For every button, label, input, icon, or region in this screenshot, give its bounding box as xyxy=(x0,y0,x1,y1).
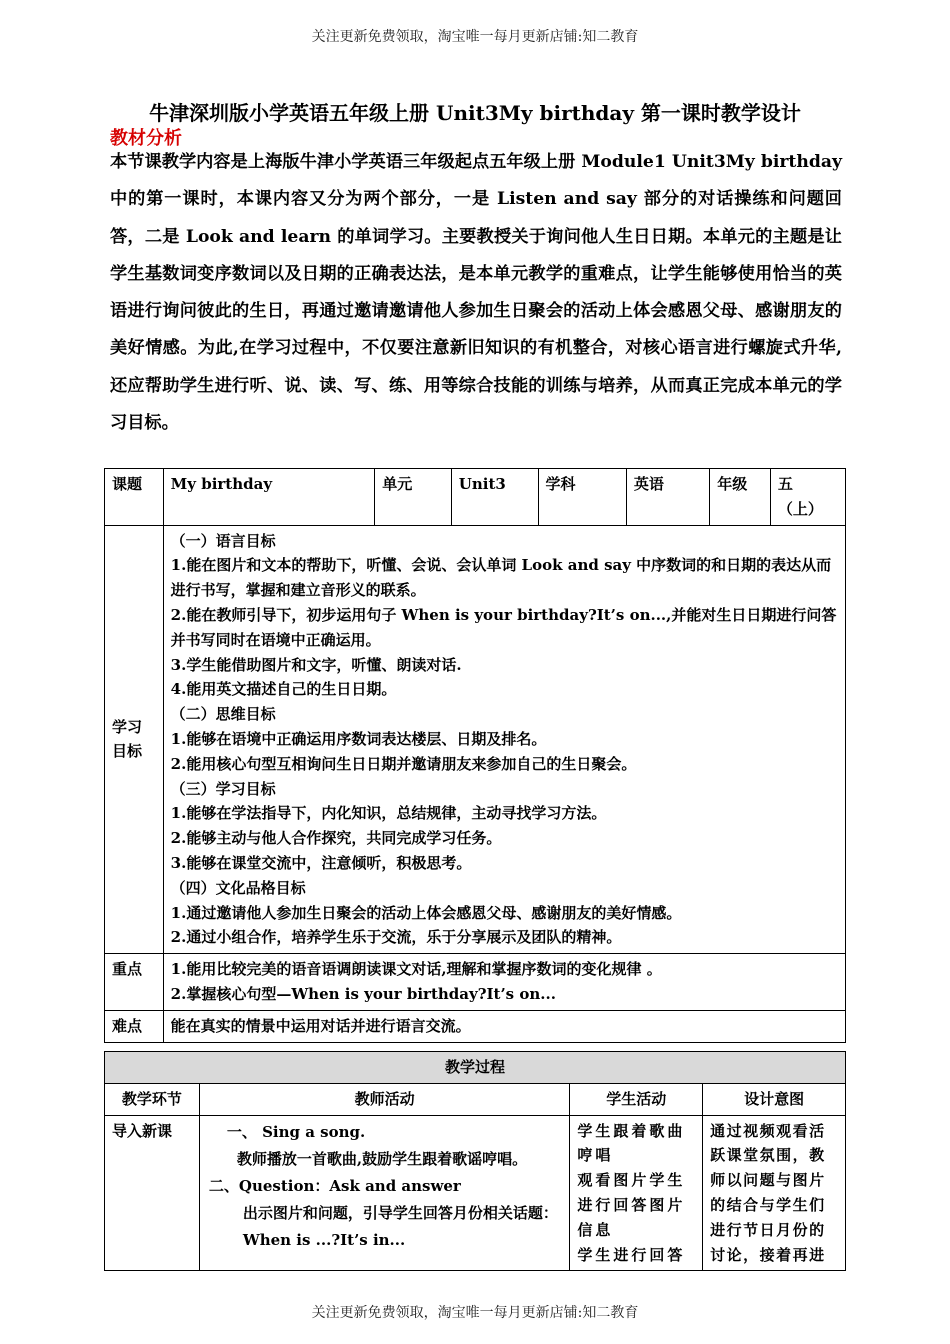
goal-line: 1.能够在语境中正确运用序数词表达楼层、日期及排名。 xyxy=(170,729,547,748)
teacher-line: 二、Question：Ask and answer xyxy=(208,1176,461,1195)
goal-line: 4.能用英文描述自己的生日日期。 xyxy=(170,680,397,699)
goal-line: 2.通过小组合作，培养学生乐于交流，乐于分享展示及团队的精神。 xyxy=(170,928,622,947)
goal-line: 2.能用核心句型互相询问生日日期并邀请朋友来参加自己的生日聚会。 xyxy=(170,754,637,773)
goal-line: （三）学习目标 xyxy=(170,779,276,798)
goals-label-text: 学习目标 xyxy=(112,717,143,761)
key-point-line: 1.能用比较完美的语音语调朗读课文对话,理解和掌握序数词的变化规律 。 xyxy=(170,960,662,979)
grade-value: 五（上） xyxy=(770,469,845,526)
goal-line: 3.能够在课堂交流中，注意倾听，积极思考。 xyxy=(170,853,472,872)
teacher-line: 出示图片和问题，引导学生回答月份相关话题：When is ...?It’s in... xyxy=(242,1203,558,1249)
unit-label: 单元 xyxy=(375,469,451,526)
col-header-student: 学生活动 xyxy=(570,1083,703,1115)
info-table xyxy=(104,468,846,1043)
key-point-line: 2.掌握核心句型—When is your birthday?It’s on... xyxy=(170,984,556,1003)
col-header-stage: 教学环节 xyxy=(105,1083,200,1115)
page-header: 关注更新免费领取，淘宝唯一每月更新店铺:知二教育 xyxy=(311,29,639,45)
process-title: 教学过程 xyxy=(105,1052,846,1084)
goal-line: 3.学生能借助图片和文字，听懂、朗读对话. xyxy=(170,655,462,674)
goals-label xyxy=(105,525,164,954)
col-header-intent: 设计意图 xyxy=(703,1083,846,1115)
design-intent-cell: 通过视频观看活跃课堂氛围，教师以问题与图片的结合与学生们进行节日月份的讨论，接着再进 xyxy=(703,1115,846,1271)
student-line: 学生进行回答 xyxy=(577,1245,686,1264)
intro-paragraph xyxy=(110,144,842,442)
subject-label: 学科 xyxy=(538,469,626,526)
grade-label: 年级 xyxy=(710,469,771,526)
teacher-activity-cell xyxy=(199,1115,569,1271)
topic-label: 课题 xyxy=(105,469,164,526)
process-table xyxy=(104,1051,846,1271)
goal-line: （四）文化品格目标 xyxy=(170,878,306,897)
goal-line: 1.能在图片和文本的帮助下，听懂、会说、会认单词 Look and say 中序数词的和日期的表达从而进行书写，掌握和建立音形义的联系。 xyxy=(170,556,832,600)
teacher-line: 一、 Sing a song. xyxy=(226,1122,366,1141)
stage-cell: 导入新课 xyxy=(105,1115,200,1271)
goal-line: 1.能够在学法指导下，内化知识，总结规律，主动寻找学习方法。 xyxy=(170,804,607,823)
student-activity-cell xyxy=(570,1115,703,1271)
topic-value: My birthday xyxy=(163,469,375,526)
page-footer: 关注更新免费领取，淘宝唯一每月更新店铺:知二教育 xyxy=(311,1305,639,1321)
goal-line: 2.能够主动与他人合作探究，共同完成学习任务。 xyxy=(170,829,502,848)
section-title: 教材分析 xyxy=(110,128,182,149)
unit-value: Unit3 xyxy=(451,469,538,526)
document-title: 牛津深圳版小学英语五年级上册 Unit3My birthday 第一课时教学设计 xyxy=(149,101,801,125)
key-points-content xyxy=(163,954,845,1011)
goals-content xyxy=(163,525,845,954)
col-header-teacher: 教师活动 xyxy=(199,1083,569,1115)
key-points-label: 重点 xyxy=(105,954,164,1011)
goal-line: （一）语言目标 xyxy=(170,531,276,550)
student-line: 学生跟着歌曲哼唱 xyxy=(577,1121,686,1165)
goal-line: （二）思维目标 xyxy=(170,705,276,724)
goal-line: 2.能在教师引导下，初步运用句子 When is your birthday?It’s on...,并能对生日日期进行问答并书写同时在语境中正确运用。 xyxy=(170,605,837,649)
subject-value: 英语 xyxy=(626,469,709,526)
student-line: 观看图片学生进行回答图片信息 xyxy=(577,1171,686,1239)
teacher-line: 教师播放一首歌曲,鼓励学生跟着歌谣哼唱。 xyxy=(236,1149,528,1168)
difficulty-text: 能在真实的情景中运用对话并进行语言交流。 xyxy=(163,1010,845,1042)
difficulty-label: 难点 xyxy=(105,1010,164,1042)
goal-line: 1.通过邀请他人参加生日聚会的活动上体会感恩父母、感谢朋友的美好情感。 xyxy=(170,903,682,922)
intro-text: 本节课教学内容是上海版牛津小学英语三年级起点五年级上册 Module1 Unit3My birthday 中的第一课时，本课内容又分为两个部分，一是 Listen and say 部分的对话操练和问题回答，二是 Look and learn 的单词学习。主要教授关于询问他人生日日期。本单元的主题是让学生基数词变序数词以及日期的正确表达法，是本单元教学的重难点，让学生能够使用恰当的英语进行询问彼此的生日，再通过邀请邀请他人参加生日聚会的活动上体会感恩父母、感谢朋友的美好情感。为此,在学习过程中，不仅要注意新旧知识的有机整合，对核心语言进行螺旋式升华,还应帮助学生进行听、说、读、写、练、用等综合技能的训练与培养，从而真正完成本单元的学习目标。 xyxy=(110,152,842,434)
